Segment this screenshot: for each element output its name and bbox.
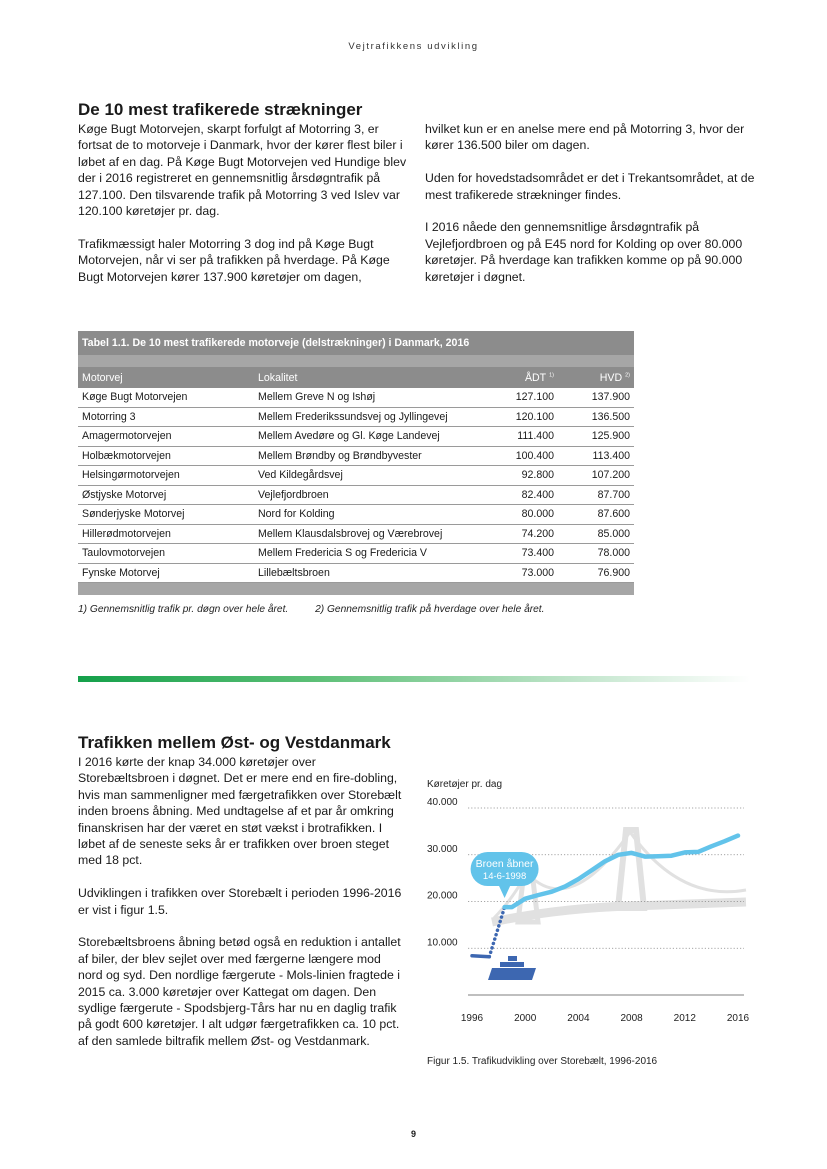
table-cell-motorvej: Helsingørmotorvejen xyxy=(78,466,254,486)
paragraph: hvilket kun er en anelse mere end på Motorring 3, hvor der kører 136.500 biler om dagen. xyxy=(425,122,745,153)
page-number: 9 xyxy=(410,1129,416,1139)
table-cell-hvd: 76.900 xyxy=(558,563,634,583)
section1-left-column xyxy=(78,121,412,285)
x-tick-label: 2000 xyxy=(514,1013,537,1024)
table-cell-motorvej: Hillerødmotorvejen xyxy=(78,524,254,544)
y-tick-label: 40.000 xyxy=(427,797,458,808)
table-cell-lokalitet: Vejlefjordbroen xyxy=(254,485,482,505)
footnote-1: 1) Gennemsnitlig trafik pr. døgn over hele året. xyxy=(78,604,289,615)
y-tick-label: 10.000 xyxy=(427,937,458,949)
bridge-opening-annotation xyxy=(471,852,539,898)
table-cell-lokalitet: Mellem Klausdalsbrovej og Værebrovej xyxy=(254,524,482,544)
x-tick-label: 2012 xyxy=(673,1013,696,1024)
footnote-2: 2) Gennemsnitlig trafik på hverdage over hele året. xyxy=(315,604,545,615)
y-tick-label: 30.000 xyxy=(427,843,458,855)
paragraph: Trafikmæssigt haler Motorring 3 dog ind på Køge Bugt Motorvejen, når vi ser på trafikken på hverdage. På Køge Bugt Motorvejen kører 137.900 køretøjer om dagen, xyxy=(78,236,390,284)
table-cell-hvd: 137.900 xyxy=(558,388,634,407)
section-heading-top-10: De 10 mest trafikerede strækninger xyxy=(78,100,363,119)
table-cell-hvd: 78.000 xyxy=(558,544,634,564)
table-cell-lokalitet: Mellem Brøndby og Brøndbyvester xyxy=(254,446,482,466)
table-footer-bar xyxy=(78,583,634,595)
table-cell-adt: 111.400 xyxy=(482,427,558,447)
table-cell-lokalitet: Lillebæltsbroen xyxy=(254,563,482,583)
table-row xyxy=(78,466,634,486)
table-cell-adt: 92.800 xyxy=(482,466,558,486)
chart-y-axis-label: Køretøjer pr. dag xyxy=(427,779,503,790)
motorway-table xyxy=(78,331,634,595)
paragraph: I 2016 nåede den gennemsnitlige årsdøgntrafik på Vejlefjordbroen og på E45 nord for Kolding op over 80.000 køretøjer. På hverdage kan trafikken komme op på 90.000 køretøjer i døgnet. xyxy=(425,220,743,284)
table-row xyxy=(78,388,634,407)
table-row xyxy=(78,524,634,544)
table-cell-motorvej: Sønderjyske Motorvej xyxy=(78,505,254,525)
table-cell-adt: 127.100 xyxy=(482,388,558,407)
x-tick-label: 2016 xyxy=(726,1013,750,1024)
paragraph: Uden for hovedstadsområdet er det i Trekantsområdet, at de mest trafikerede strækninger findes. xyxy=(425,171,755,202)
y-tick-label: 20.000 xyxy=(427,890,458,902)
table-header-spacer xyxy=(78,355,634,367)
paragraph: I 2016 kørte der knap 34.000 køretøjer over Storebæltsbroen i døgnet. Det er mere end en fire-dobling, hvis man sammenligner med færgetrafikken over Storebælt inden broens åbning. Med undtagelse af et par år omkring finanskrisen har der været en støt vækst i brotrafikken. I løbet af de seneste seks år er trafikken over broen steget med 18 pct. xyxy=(78,755,402,868)
annotation-pointer xyxy=(499,885,511,898)
footnote-marker: 1) xyxy=(549,371,554,378)
paragraph: Storebæltsbroens åbning betød også en reduktion i antallet af biler, der blev sejlet over med færgerne længere mod nord og syd. Den nordlige færgerute - Mols-linien fragtede i 2015 ca. 3.000 køretøjer over Kattegat om dagen. Den sydlige færgerute - Spodsbjerg-Tårs har nu en daglig trafik på godt 600 køretøjer. I alt udgør færgetrafikken ca. 10 pct. af den samlede biltrafik mellem Øst- og Vestdanmark. xyxy=(78,935,401,1048)
table-cell-motorvej: Holbækmotorvejen xyxy=(78,446,254,466)
series-line-solid-pre xyxy=(472,956,489,957)
table-cell-lokalitet: Nord for Kolding xyxy=(254,505,482,525)
x-tick-label: 2008 xyxy=(620,1013,643,1024)
table-cell-motorvej: Fynske Motorvej xyxy=(78,563,254,583)
table-row xyxy=(78,544,634,564)
table-row xyxy=(78,407,634,427)
storebaelt-traffic-chart xyxy=(420,790,760,1040)
table-cell-hvd: 125.900 xyxy=(558,427,634,447)
ferry-hull xyxy=(488,968,536,980)
table-header-row xyxy=(78,367,634,388)
table-cell-hvd: 85.000 xyxy=(558,524,634,544)
table-footnotes xyxy=(78,604,544,615)
ferry-bridge xyxy=(508,956,517,961)
figure-caption: Figur 1.5. Trafikudvikling over Storebælt, 1996-2016 xyxy=(427,1056,658,1067)
table-cell-hvd: 136.500 xyxy=(558,407,634,427)
table-cell-lokalitet: Mellem Avedøre og Gl. Køge Landevej xyxy=(254,427,482,447)
table-row xyxy=(78,427,634,447)
table-cell-adt: 100.400 xyxy=(482,446,558,466)
annotation-text: Broen åbner xyxy=(475,858,534,870)
table-cell-motorvej: Køge Bugt Motorvejen xyxy=(78,388,254,407)
table-row xyxy=(78,485,634,505)
column-header-motorvej: Motorvej xyxy=(78,367,254,388)
table-title: Tabel 1.1. De 10 mest trafikerede motorveje (delstrækninger) i Danmark, 2016 xyxy=(78,331,634,355)
paragraph: Køge Bugt Motorvejen, skarpt forfulgt af Motorring 3, er fortsat de to motorveje i Danmark, hvor der kører flest biler i løbet af en dag. På Køge Bugt Motorvejen ved Hundige blev der i 2016 registreret en gennemsnitlig årsdøgntrafik på 127.100. Den tilsvarende trafik på Motorring 3 ved Islev var 120.100 køretøjer pr. dag. xyxy=(78,122,407,219)
x-tick-label: 2004 xyxy=(567,1013,590,1024)
column-header-lokalitet: Lokalitet xyxy=(254,367,482,388)
table-cell-motorvej: Østjyske Motorvej xyxy=(78,485,254,505)
section-divider xyxy=(78,676,750,682)
table xyxy=(78,367,634,583)
table-cell-hvd: 113.400 xyxy=(558,446,634,466)
table-cell-hvd: 87.600 xyxy=(558,505,634,525)
paragraph: Udviklingen i trafikken over Storebælt i perioden 1996-2016 er vist i figur 1.5. xyxy=(78,886,402,917)
table-cell-adt: 80.000 xyxy=(482,505,558,525)
footnote-marker: 2) xyxy=(625,371,630,378)
table-cell-adt: 82.400 xyxy=(482,485,558,505)
table-cell-motorvej: Taulovmotorvejen xyxy=(78,544,254,564)
table-cell-adt: 74.200 xyxy=(482,524,558,544)
table-row xyxy=(78,505,634,525)
annotation-text: 14-6-1998 xyxy=(482,871,527,882)
table-row xyxy=(78,446,634,466)
ferry-deck xyxy=(500,962,524,967)
table-row xyxy=(78,563,634,583)
ferry-icon xyxy=(488,956,536,980)
x-tick-label: 1996 xyxy=(460,1013,484,1024)
section-heading-east-west: Trafikken mellem Øst- og Vestdanmark xyxy=(78,733,391,752)
table-cell-lokalitet: Mellem Greve N og Ishøj xyxy=(254,388,482,407)
section1-right-column xyxy=(425,121,755,285)
table-cell-adt: 73.400 xyxy=(482,544,558,564)
table-cell-hvd: 87.700 xyxy=(558,485,634,505)
table-cell-lokalitet: Mellem Fredericia S og Fredericia V xyxy=(254,544,482,564)
column-header-hvd: HVD $^{2)}$ xyxy=(558,367,634,388)
table-cell-hvd: 107.200 xyxy=(558,466,634,486)
table-cell-adt: 73.000 xyxy=(482,563,558,583)
section2-text-column xyxy=(78,754,408,1049)
column-header-adt: ÅDT $^{1)}$ xyxy=(482,367,558,388)
table-cell-motorvej: Amagermotorvejen xyxy=(78,427,254,447)
table-cell-adt: 120.100 xyxy=(482,407,558,427)
running-header: Vejtrafikkens udvikling xyxy=(348,41,479,52)
table-cell-lokalitet: Ved Kildegårdsvej xyxy=(254,466,482,486)
table-cell-lokalitet: Mellem Frederikssundsvej og Jyllingevej xyxy=(254,407,482,427)
chart-x-axis xyxy=(461,995,750,1024)
table-cell-motorvej: Motorring 3 xyxy=(78,407,254,427)
